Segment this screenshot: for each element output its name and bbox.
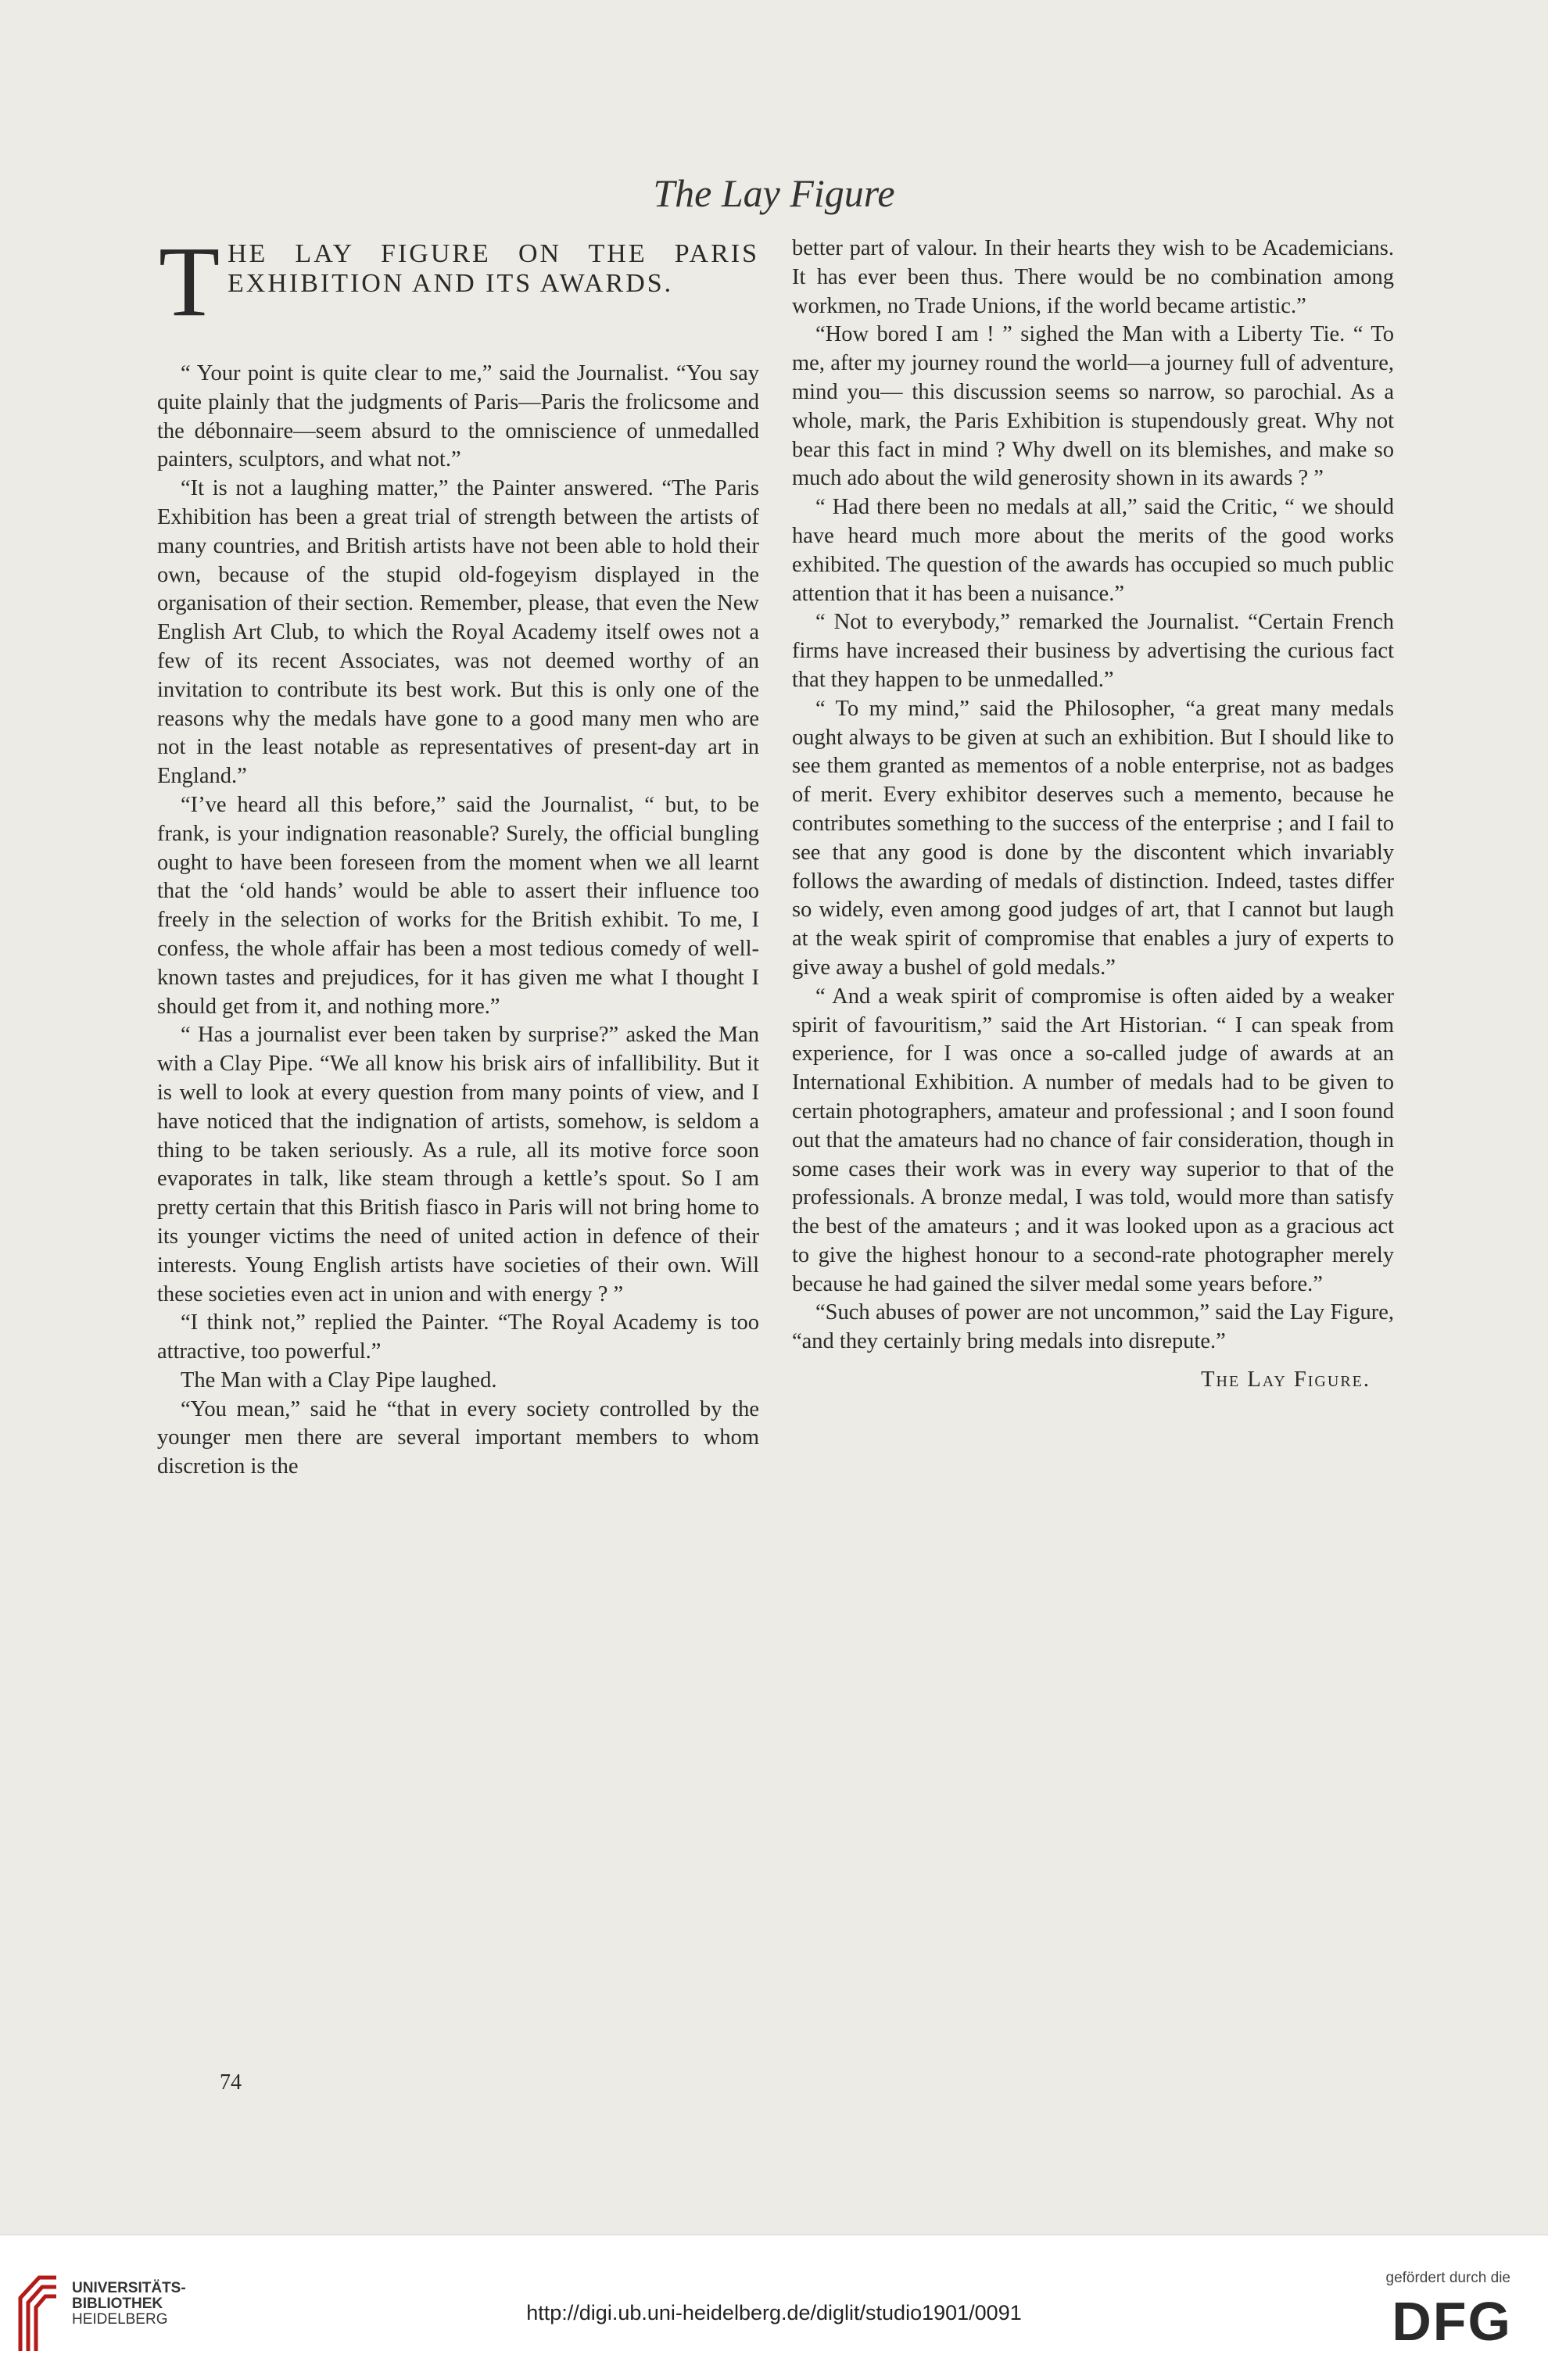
paragraph: “I’ve heard all this before,” said the Journalist, “ but, to be frank, is your indignation reasonable? Surely, the official bungling ought to have been foreseen from the moment when we all learnt that the ‘old hands’ would be able to assert their influence too freely in the selection of works for the British exhibit. To me, I confess, the whole affair has been a most tedious comedy of well-known tastes and prejudices, for it has given me what I thought I should get from it, and nothing more.” (157, 792, 759, 1019)
running-title: The Lay Figure (653, 171, 895, 215)
paragraph: “You mean,” said he “that in every society controlled by the younger men there are several important members to whom discretion is the (157, 1396, 759, 1479)
paragraph: “ Not to everybody,” remarked the Journalist. “Certain French firms have increased their business by advertising the curious fact that they happen to be unmedalled.” (792, 610, 1394, 692)
library-name: UNIVERSITÄTS- BIBLIOTHEK HEIDELBERG (72, 2280, 186, 2328)
source-url-link[interactable]: http://digi.ub.uni-heidelberg.de/diglit/studio1901/0091 (526, 2301, 1022, 2324)
paragraph: The Man with a Clay Pipe laughed. (181, 1367, 497, 1393)
paragraph: “How bored I am ! ” sighed the Man with a Liberty Tie. “ To me, after my journey round the world—a journey full of adventure, mind you— this discussion seems so narrow, so parochial. As a whole, mark, the Paris Exhibition is stupendously great. Why not bear this fact in mind ? Why dwell on its blemishes, and make so much ado about the wild generosity shown in its awards ? ” (792, 322, 1394, 491)
paragraph: “ And a weak spirit of compromise is often aided by a weaker spirit of favouritism,” said the Art Historian. “ I can speak from experience, for I was once a so-called judge of awards at an International Exhibition. A number of medals had to be given to certain photographers, amateur and professional ; and I soon found out that the amateurs had no chance of fair consideration, though in some cases their work was in every way superior to that of the professionals. A bronze medal, I was told, would more than satisfy the best of the amateurs ; and it was looked upon as a gracious act to give the highest honour to a second-rate photographer merely because he had gained the silver medal some years before.” (792, 984, 1394, 1296)
paragraph: “ Had there been no medals at all,” said the Critic, “ we should have heard much more about the merits of the good works exhibited. The question of the awards has occupied so much public attention that it has been a nuisance.” (792, 495, 1394, 606)
left-column (157, 226, 759, 1482)
drop-cap: T (159, 226, 220, 337)
paragraph: “I think not,” replied the Painter. “The Royal Academy is too attractive, too powerful.” (157, 1310, 759, 1364)
page-number: 74 (220, 2070, 242, 2095)
paragraph: “ Has a journalist ever been taken by surprise?” asked the Man with a Clay Pipe. “We all know his brisk airs of infallibility. But it is well to look at every question from many points of view, and I have noticed that the indignation of artists, somehow, is seldom a thing to be taken seriously. As a rule, all its motive force soon evaporates in talk, like steam through a kettle’s spout. So I am pretty certain that this British fiasco in Paris will not bring home to its younger victims the need of united action in defence of their interests. Young English artists have societies of their own. Will these societies even act in union and with energy ? ” (157, 1023, 759, 1306)
paragraph: “It is not a laughing matter,” the Painter answered. “The Paris Exhibition has been a great trial of strength between the artists of many countries, and British artists have not been able to hold their own, because of the stupid old-fogeyism displayed in the organisation of their section. Remember, please, that even the New English Art Club, to which the Royal Academy itself owes not a few of its recent Associates, was not deemed worthy of an invitation to contribute its best work. But this is only one of the reasons why the medals have gone to a good many men who are not in the least notable as representatives of present-day art in England.” (157, 476, 759, 789)
digitization-footer (0, 2235, 1548, 2380)
paragraph: “ To my mind,” said the Philosopher, “a great many medals ought always to be given at such an exhibition. But I should like to see them granted as mementos of a noble enterprise, not as badges of merit. Every exhibitor deserves such a memento, because he contributes something to the success of the enterprise ; and I fail to see that any good is done by the discontent which invariably follows the awarding of medals of distinction. Indeed, tastes differ so widely, even among good judges of art, that I cannot but laugh at the weak spirit of compromise that enables a jury of experts to give away a bushel of gold medals.” (792, 696, 1394, 980)
signoff: The Lay Figure. (1201, 1367, 1371, 1393)
funder-label: gefördert durch die (1385, 2270, 1510, 2286)
paragraph: “Such abuses of power are not uncommon,” said the Lay Figure, “and they certainly bring medals into disrepute.” (792, 1300, 1394, 1354)
paragraph: better part of valour. In their hearts they wish to be Academicians. It has ever been thus. There would be no combination among workmen, no Trade Unions, if the world became artistic.” (792, 236, 1394, 318)
right-column (792, 235, 1394, 1395)
article-heading-block (157, 226, 759, 337)
paragraph: “ Your point is quite clear to me,” said the Journalist. “You say quite plainly that the judgments of Paris—Paris the frolicsome and the débonnaire—seem absurd to the omniscience of unmedalled painters, sculptors, and what not.” (157, 361, 759, 472)
dfg-logo: DFG (1392, 2291, 1512, 2352)
article-heading: HE LAY FIGURE ON THE PARIS EXHIBITION AND ITS AWARDS. (228, 239, 759, 298)
